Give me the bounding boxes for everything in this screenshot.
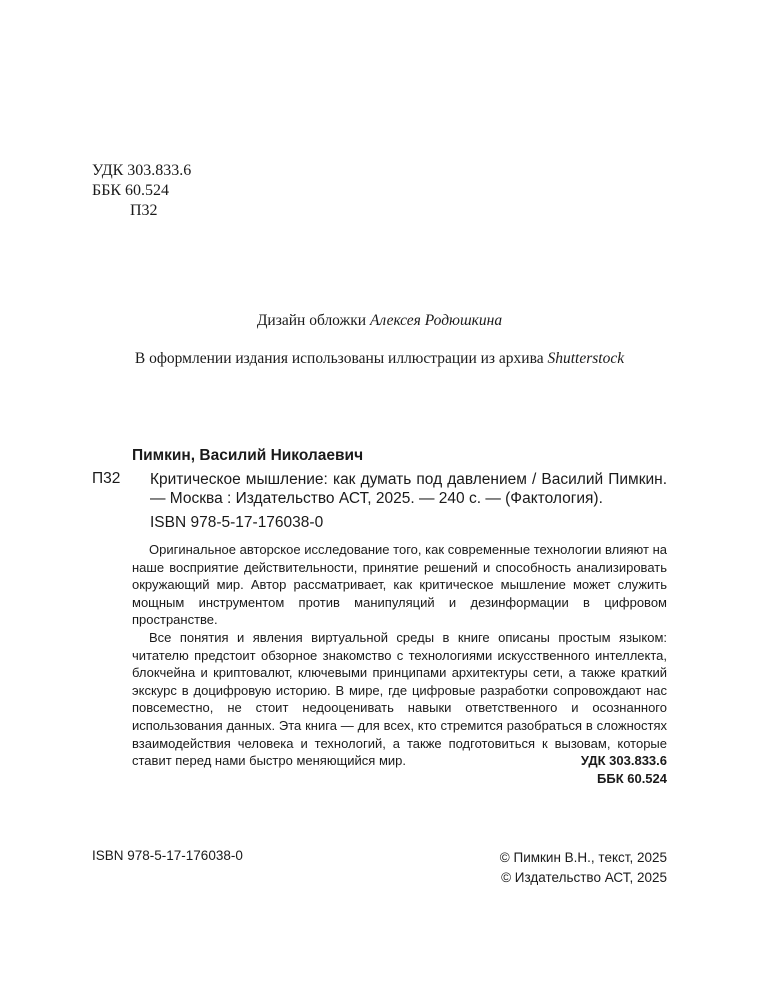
- cover-design-credit: [0, 312, 759, 330]
- illustrations-source: Shutterstock: [547, 350, 625, 367]
- annotation-codes: [581, 752, 667, 788]
- annotation-bbk: ББК 60.524: [597, 771, 667, 786]
- copyright-author: © Пимкин В.Н., текст, 2025: [499, 850, 667, 865]
- footer-isbn: ISBN 978-5-17-176038-0: [92, 848, 243, 863]
- catalog-isbn: ISBN 978-5-17-176038-0: [150, 514, 324, 531]
- annotation: [132, 541, 667, 770]
- catalog-code: П32: [92, 470, 121, 487]
- annotation-paragraph: Все понятия и явления виртуальной среды в книге описаны простым языком: читателю предстоит обзорное знакомство с технологиями искусственного интеллекта, блокчейна и криптовалют, ключевыми принципами архитектуры сети, а также краткий экскурс в доцифровую историю. В мире, где цифровые разработки сопровождают нас повсеместно, не стоит недооценивать навыки ответственного и осознанного использования данных. Эта книга — для всех, кто стремится разобраться в сложностях взаимодействия человека и технологий, а также подготовиться к вызовам, которые ставит перед нами быстро меняющийся мир.: [132, 629, 667, 769]
- catalog-description: Критическое мышление: как думать под давлением / Василий Пимкин. — Москва : Издательство АСТ, 2025. — 240 с. — (Фактология).: [150, 471, 667, 507]
- illustrations-credit-prefix: В оформлении издания использованы иллюстрации из архива: [134, 350, 544, 367]
- bbk-code: ББК 60.524: [92, 182, 170, 199]
- catalog-author: Пимкин, Василий Николаевич: [132, 447, 364, 464]
- cover-credit-prefix: Дизайн обложки: [256, 312, 367, 329]
- classification-block: [92, 161, 191, 221]
- annotation-udk: УДК 303.833.6: [580, 753, 667, 768]
- annotation-paragraph: Оригинальное авторское исследование того, как современные технологии влияют на наше восприятие действительности, принятие решений и способность анализировать окружающий мир. Автор рассматривает, как критическое мышление может служить мощным инструментом против манипуляций и дезинформации в цифровом пространстве.: [132, 542, 667, 628]
- illustrations-credit: [0, 350, 759, 368]
- cover-designer-name: Алексея Родюшкина: [369, 312, 503, 329]
- copyright-publisher: © Издательство АСТ, 2025: [501, 870, 667, 885]
- copyright-block: [500, 848, 667, 888]
- udk-code: УДК 303.833.6: [92, 162, 192, 179]
- author-mark: П32: [130, 202, 158, 219]
